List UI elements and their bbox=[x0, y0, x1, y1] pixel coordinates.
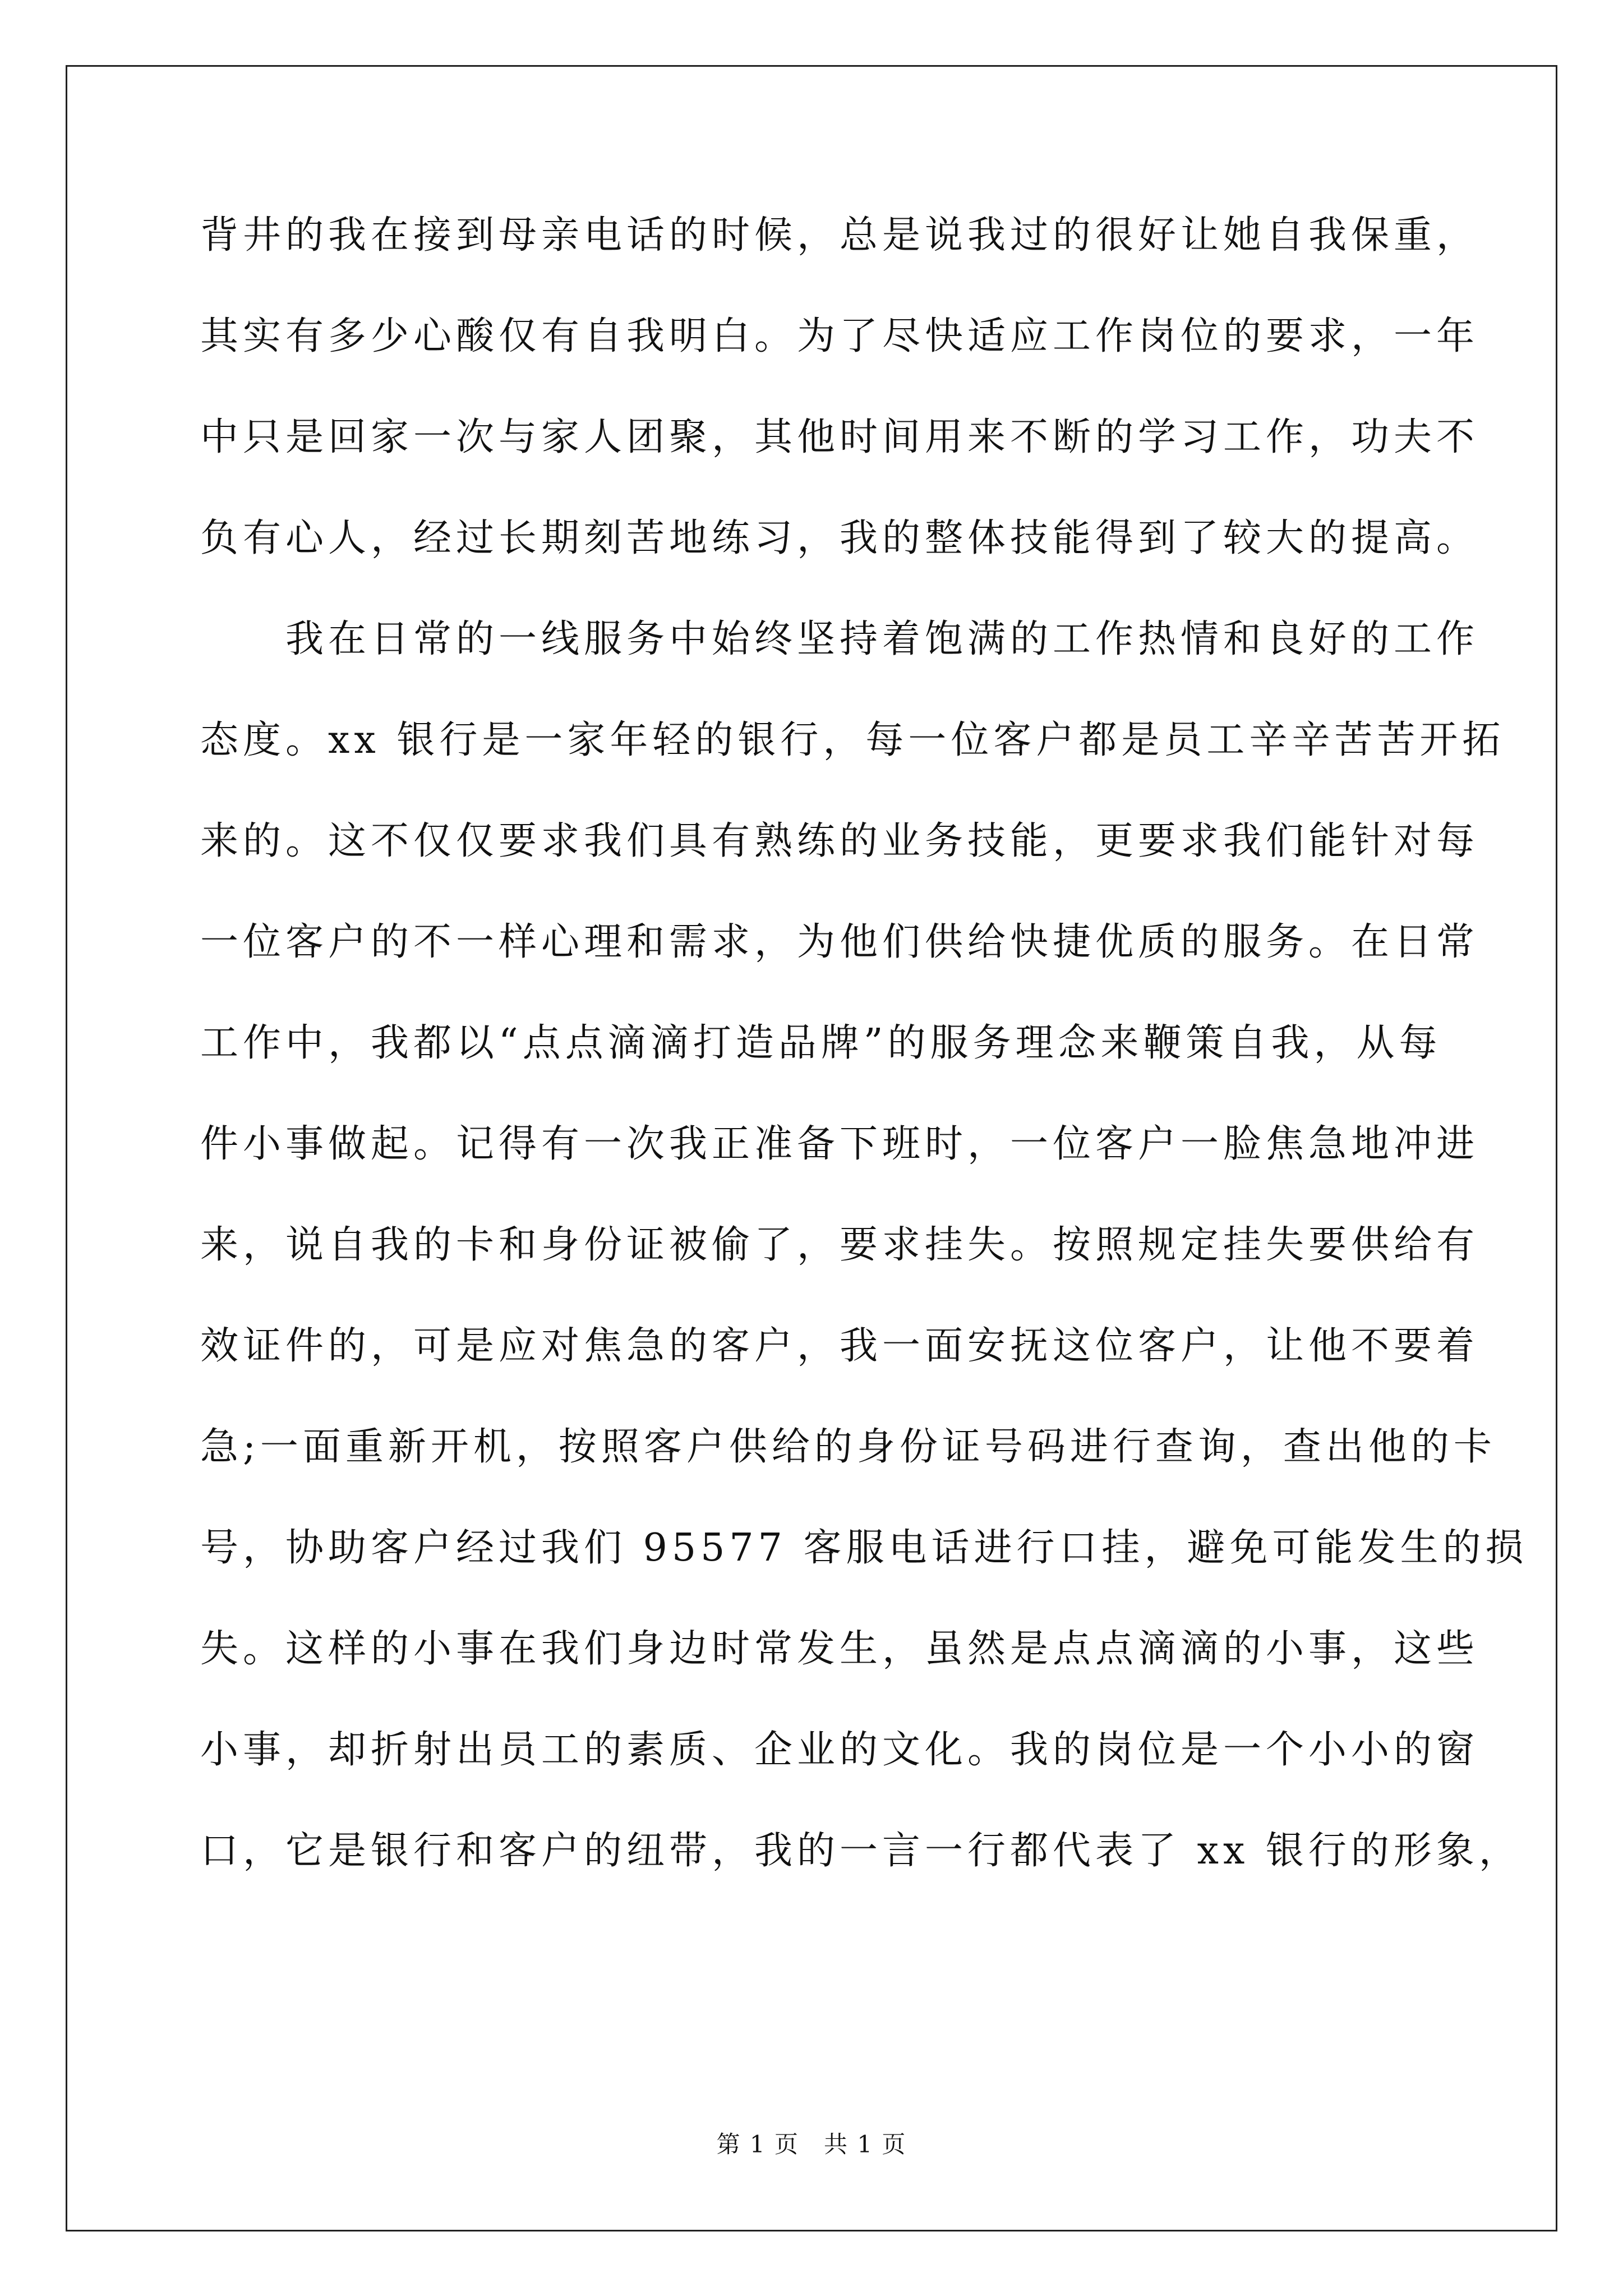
text-line: 号，协助客户经过我们 95577 客服电话进行口挂，避免可能发生的损 bbox=[200, 1526, 1528, 1570]
text-line: 急;一面重新开机，按照客户供给的身份证号码进行查询，查出他的卡 bbox=[200, 1425, 1496, 1469]
text-line: 来，说自我的卡和身份证被偷了，要求挂失。按照规定挂失要供给有 bbox=[200, 1223, 1479, 1267]
text-line: 失。这样的小事在我们身边时常发生，虽然是点点滴滴的小事，这些 bbox=[200, 1627, 1479, 1671]
text-line: 背井的我在接到母亲电话的时候，总是说我过的很好让她自我保重， bbox=[200, 213, 1479, 257]
text-line: 来的。这不仅仅要求我们具有熟练的业务技能，更要求我们能针对每 bbox=[200, 819, 1479, 863]
text-line: 件小事做起。记得有一次我正准备下班时，一位客户一脸焦急地冲进 bbox=[200, 1122, 1479, 1166]
text-line: 效证件的，可是应对焦急的客户，我一面安抚这位客户，让他不要着 bbox=[200, 1324, 1479, 1368]
text-line: 负有心人，经过长期刻苦地练习，我的整体技能得到了较大的提高。 bbox=[200, 516, 1479, 560]
page-number: 第 1 页 共 1 页 bbox=[716, 2131, 907, 2158]
text-line: 一位客户的不一样心理和需求，为他们供给快捷优质的服务。在日常 bbox=[200, 920, 1479, 964]
text-line: 小事，却折射出员工的素质、企业的文化。我的岗位是一个小小的窗 bbox=[200, 1728, 1479, 1772]
text-line: 态度。xx 银行是一家年轻的银行，每一位客户都是员工辛辛苦苦开拓 bbox=[200, 718, 1505, 762]
text-line: 我在日常的一线服务中始终坚持着饱满的工作热情和良好的工作 bbox=[200, 617, 1479, 661]
text-line: 其实有多少心酸仅有自我明白。为了尽快适应工作岗位的要求，一年 bbox=[200, 314, 1479, 358]
text-line: 中只是回家一次与家人团聚，其他时间用来不断的学习工作，功夫不 bbox=[200, 415, 1479, 459]
text-line: 工作中，我都以“点点滴滴打造品牌”的服务理念来鞭策自我，从每 bbox=[200, 1021, 1442, 1065]
text-line: 口，它是银行和客户的纽带，我的一言一行都代表了 xx 银行的形象， bbox=[200, 1829, 1521, 1873]
